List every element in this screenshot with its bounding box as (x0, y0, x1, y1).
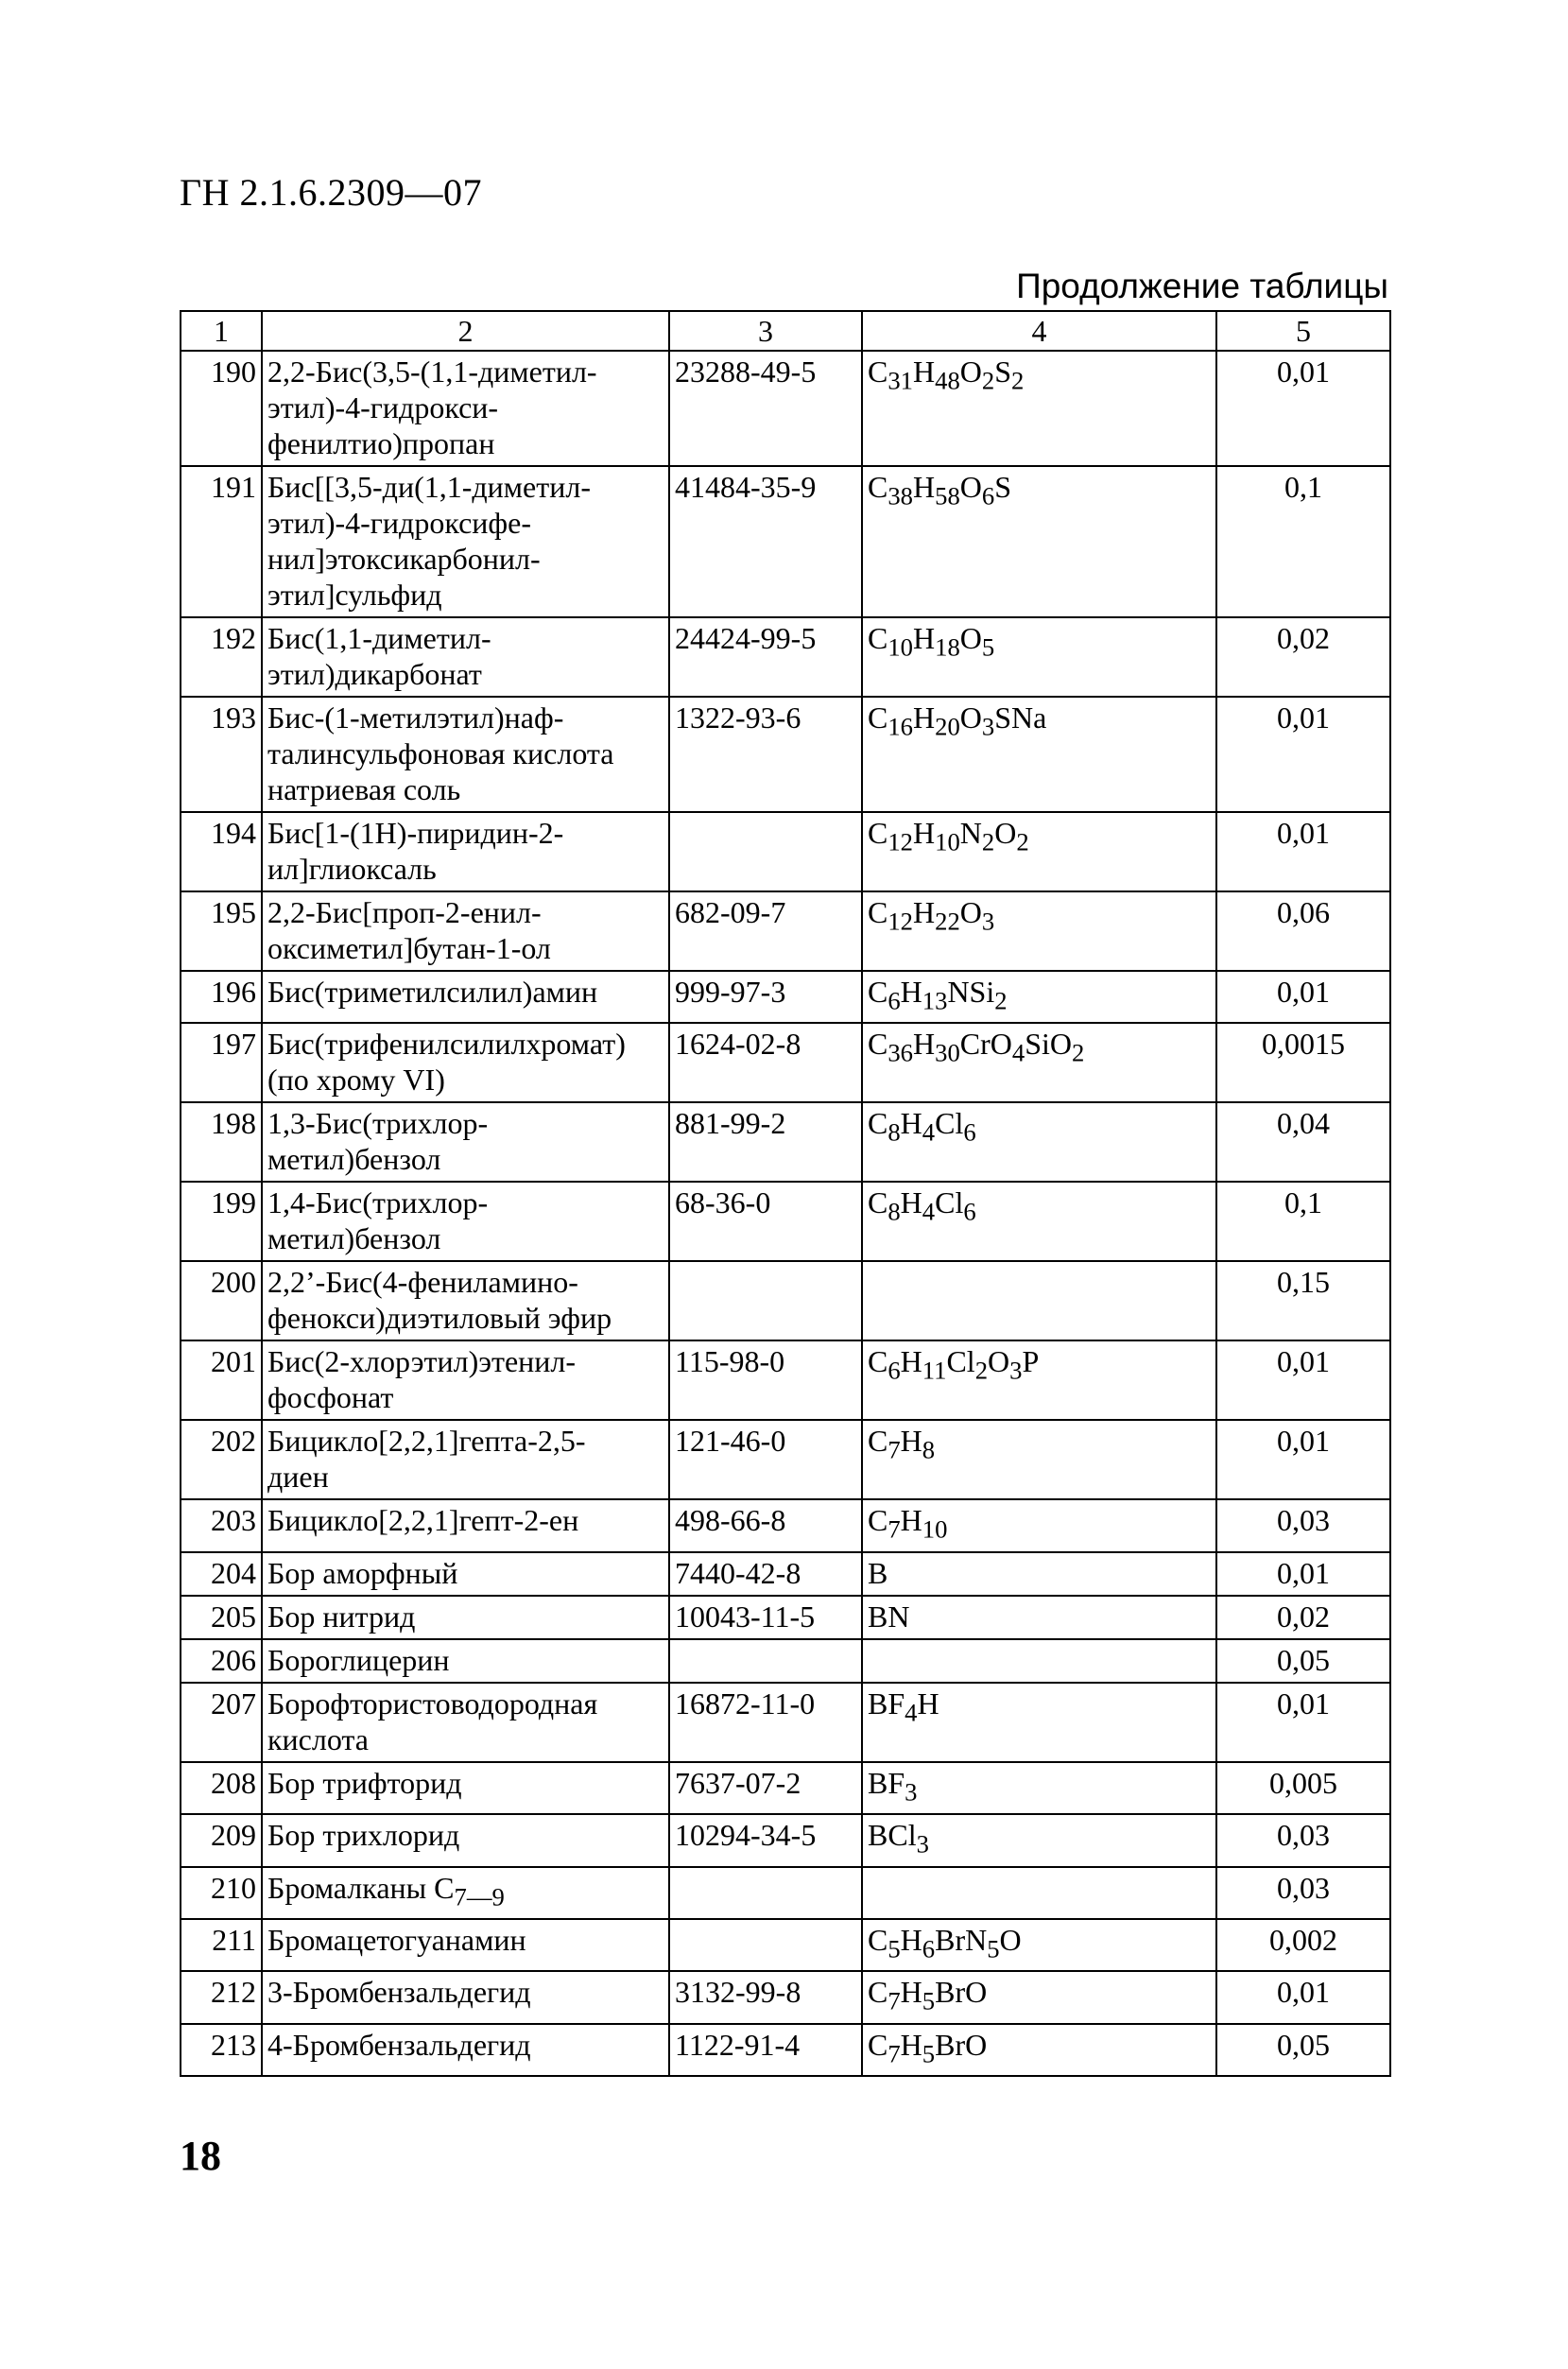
cas-number-cell: 16872-11-0 (669, 1683, 862, 1762)
limit-value-cell: 0,01 (1216, 1340, 1390, 1420)
table-row (181, 1596, 1390, 1639)
table-row (181, 1552, 1390, 1596)
table-row (181, 1102, 1390, 1182)
table-row (181, 351, 1390, 466)
column-header: 1 (181, 311, 262, 351)
substance-name-cell: Бор нитрид (262, 1596, 669, 1639)
table-row (181, 812, 1390, 891)
formula-cell: $C_{31}H_{48}O_2S_2$ (862, 351, 1216, 466)
cas-number-cell: 1122-91-4 (669, 2024, 862, 2076)
cas-number-cell: 7637-07-2 (669, 1762, 862, 1814)
limit-value-cell: 0,03 (1216, 1814, 1390, 1866)
formula-cell (862, 1867, 1216, 1919)
cas-number-cell: 23288-49-5 (669, 351, 862, 466)
row-number-cell: 192 (181, 617, 262, 697)
row-number-cell: 205 (181, 1596, 262, 1639)
row-number-cell: 195 (181, 891, 262, 971)
substance-name-cell: Бор трихлорид (262, 1814, 669, 1866)
cas-number-cell (669, 1867, 862, 1919)
cas-number-cell: 24424-99-5 (669, 617, 862, 697)
row-number-cell: 210 (181, 1867, 262, 1919)
row-number-cell: 193 (181, 697, 262, 812)
row-number-cell: 206 (181, 1639, 262, 1683)
row-number-cell: 213 (181, 2024, 262, 2076)
cas-number-cell: 41484-35-9 (669, 466, 862, 617)
limit-value-cell: 0,05 (1216, 1639, 1390, 1683)
cas-number-cell: 10294-34-5 (669, 1814, 862, 1866)
cas-number-cell: 10043-11-5 (669, 1596, 862, 1639)
formula-cell (862, 1639, 1216, 1683)
substance-name-cell: 2,2’-Бис(4-фениламино- фенокси)диэтиловый эфир (262, 1261, 669, 1340)
document-code: ГН 2.1.6.2309—07 (180, 171, 483, 214)
cas-number-cell (669, 1639, 862, 1683)
column-header: 2 (262, 311, 669, 351)
substance-name-cell: 4-Бромбензальдегид (262, 2024, 669, 2076)
table-row (181, 2024, 1390, 2076)
table-row (181, 1023, 1390, 1102)
formula-cell: $C_6H_{13}NSi_2$ (862, 971, 1216, 1023)
substance-name-cell: Бис(1,1-диметил- этил)дикарбонат (262, 617, 669, 697)
formula-cell: BCl$_3$ (862, 1814, 1216, 1866)
limit-value-cell: 0,03 (1216, 1867, 1390, 1919)
formula-cell: $C_{16}H_{20}O_3SNa$ (862, 697, 1216, 812)
substance-name-cell: 2,2-Бис(3,5-(1,1-диметил- этил)-4-гидрокси- фенилтио)пропан (262, 351, 669, 466)
substance-name-cell: Бис-(1-метилэтил)наф- талинсульфоновая кислота натриевая соль (262, 697, 669, 812)
limit-value-cell: 0,01 (1216, 812, 1390, 891)
limit-value-cell: 0,0015 (1216, 1023, 1390, 1102)
table-row (181, 1919, 1390, 1971)
cas-number-cell (669, 812, 862, 891)
row-number-cell: 211 (181, 1919, 262, 1971)
substance-name-cell: Бис(триметилсилил)амин (262, 971, 669, 1023)
cas-number-cell: 121-46-0 (669, 1420, 862, 1499)
formula-cell: BN (862, 1596, 1216, 1639)
substance-name-cell: 1,4-Бис(трихлор- метил)бензол (262, 1182, 669, 1261)
row-number-cell: 201 (181, 1340, 262, 1420)
formula-cell: $C_7H_{10}$ (862, 1499, 1216, 1551)
cas-number-cell: 881-99-2 (669, 1102, 862, 1182)
row-number-cell: 196 (181, 971, 262, 1023)
page-number: 18 (180, 2133, 221, 2179)
limit-value-cell: 0,01 (1216, 1420, 1390, 1499)
substance-name-cell: Бис[1-(1H)-пиридин-2- ил]глиоксаль (262, 812, 669, 891)
limit-value-cell: 0,002 (1216, 1919, 1390, 1971)
table-row (181, 1340, 1390, 1420)
table-row (181, 971, 1390, 1023)
cas-number-cell: 1322-93-6 (669, 697, 862, 812)
row-number-cell: 198 (181, 1102, 262, 1182)
limit-value-cell: 0,02 (1216, 617, 1390, 697)
row-number-cell: 209 (181, 1814, 262, 1866)
row-number-cell: 190 (181, 351, 262, 466)
row-number-cell: 194 (181, 812, 262, 891)
substances-table (180, 310, 1391, 2077)
limit-value-cell: 0,06 (1216, 891, 1390, 971)
limit-value-cell: 0,03 (1216, 1499, 1390, 1551)
limit-value-cell: 0,01 (1216, 697, 1390, 812)
formula-cell: $C_{36}H_{30}CrO_4SiO_2$ (862, 1023, 1216, 1102)
limit-value-cell: 0,02 (1216, 1596, 1390, 1639)
formula-cell: $C_{12}H_{22}O_3$ (862, 891, 1216, 971)
formula-cell: $C_5H_6BrN_5O$ (862, 1919, 1216, 1971)
row-number-cell: 203 (181, 1499, 262, 1551)
limit-value-cell: 0,04 (1216, 1102, 1390, 1182)
table-row (181, 697, 1390, 812)
limit-value-cell: 0,01 (1216, 351, 1390, 466)
formula-cell: $C_7H_5BrO$ (862, 2024, 1216, 2076)
table-row (181, 1420, 1390, 1499)
substance-name-cell: Бицикло[2,2,1]гепт-2-ен (262, 1499, 669, 1551)
limit-value-cell: 0,1 (1216, 466, 1390, 617)
substance-name-cell: 3-Бромбензальдегид (262, 1971, 669, 2023)
substance-name-cell: Борофтористоводородная кислота (262, 1683, 669, 1762)
column-header: 3 (669, 311, 862, 351)
formula-cell: $BF_4H$ (862, 1683, 1216, 1762)
cas-number-cell: 498-66-8 (669, 1499, 862, 1551)
table-row (181, 1683, 1390, 1762)
formula-cell: $C_{10}H_{18}O_5$ (862, 617, 1216, 697)
substance-name-cell: Бромалканы $C_{7—9}$ (262, 1867, 669, 1919)
table-row (181, 891, 1390, 971)
row-number-cell: 191 (181, 466, 262, 617)
table-row (181, 1971, 1390, 2023)
formula-cell: $C_7H_8$ (862, 1420, 1216, 1499)
formula-cell: $BF_3$ (862, 1762, 1216, 1814)
substance-name-cell: Бор трифторид (262, 1762, 669, 1814)
substance-name-cell: 2,2-Бис[проп-2-енил- оксиметил]бутан-1-ол (262, 891, 669, 971)
cas-number-cell: 682-09-7 (669, 891, 862, 971)
table-row (181, 1867, 1390, 1919)
formula-cell: $C_7H_5BrO$ (862, 1971, 1216, 2023)
limit-value-cell: 0,05 (1216, 2024, 1390, 2076)
formula-cell: $C_{38}H_{58}O_6S$ (862, 466, 1216, 617)
limit-value-cell: 0,01 (1216, 971, 1390, 1023)
limit-value-cell: 0,01 (1216, 1683, 1390, 1762)
formula-cell: $C_8H_4Cl_6$ (862, 1182, 1216, 1261)
row-number-cell: 204 (181, 1552, 262, 1596)
substance-name-cell: 1,3-Бис(трихлор- метил)бензол (262, 1102, 669, 1182)
table-continuation-label: Продолжение таблицы (1016, 267, 1388, 305)
table-row (181, 1261, 1390, 1340)
cas-number-cell (669, 1919, 862, 1971)
cas-number-cell: 7440-42-8 (669, 1552, 862, 1596)
substance-name-cell: Бромацетогуанамин (262, 1919, 669, 1971)
formula-cell: B (862, 1552, 1216, 1596)
formula-cell (862, 1261, 1216, 1340)
substance-name-cell: Бицикло[2,2,1]гепта-2,5- диен (262, 1420, 669, 1499)
substance-name-cell: Бис[[3,5-ди(1,1-диметил- этил)-4-гидроксифе- нил]этоксикарбонил- этил]сульфид (262, 466, 669, 617)
table-row (181, 1814, 1390, 1866)
limit-value-cell: 0,1 (1216, 1182, 1390, 1261)
table-row (181, 1639, 1390, 1683)
substance-name-cell: Бороглицерин (262, 1639, 669, 1683)
table-row (181, 466, 1390, 617)
row-number-cell: 212 (181, 1971, 262, 2023)
cas-number-cell: 999-97-3 (669, 971, 862, 1023)
column-header: 4 (862, 311, 1216, 351)
limit-value-cell: 0,005 (1216, 1762, 1390, 1814)
table-header-row (181, 311, 1390, 351)
table-row (181, 1182, 1390, 1261)
limit-value-cell: 0,01 (1216, 1971, 1390, 2023)
substance-name-cell: Бис(трифенилсилилхромат) (по хрому VI) (262, 1023, 669, 1102)
row-number-cell: 202 (181, 1420, 262, 1499)
table-body (181, 351, 1390, 2076)
row-number-cell: 199 (181, 1182, 262, 1261)
row-number-cell: 200 (181, 1261, 262, 1340)
table-row (181, 1762, 1390, 1814)
limit-value-cell: 0,15 (1216, 1261, 1390, 1340)
cas-number-cell: 3132-99-8 (669, 1971, 862, 2023)
table-row (181, 1499, 1390, 1551)
cas-number-cell: 1624-02-8 (669, 1023, 862, 1102)
limit-value-cell: 0,01 (1216, 1552, 1390, 1596)
cas-number-cell (669, 1261, 862, 1340)
table-row (181, 617, 1390, 697)
cas-number-cell: 68-36-0 (669, 1182, 862, 1261)
formula-cell: $C_6H_{11}Cl_2O_3P$ (862, 1340, 1216, 1420)
row-number-cell: 208 (181, 1762, 262, 1814)
substance-name-cell: Бис(2-хлорэтил)этенил- фосфонат (262, 1340, 669, 1420)
row-number-cell: 207 (181, 1683, 262, 1762)
column-header: 5 (1216, 311, 1390, 351)
substance-name-cell: Бор аморфный (262, 1552, 669, 1596)
formula-cell: $C_{12}H_{10}N_2O_2$ (862, 812, 1216, 891)
cas-number-cell: 115-98-0 (669, 1340, 862, 1420)
formula-cell: $C_8H_4Cl_6$ (862, 1102, 1216, 1182)
row-number-cell: 197 (181, 1023, 262, 1102)
